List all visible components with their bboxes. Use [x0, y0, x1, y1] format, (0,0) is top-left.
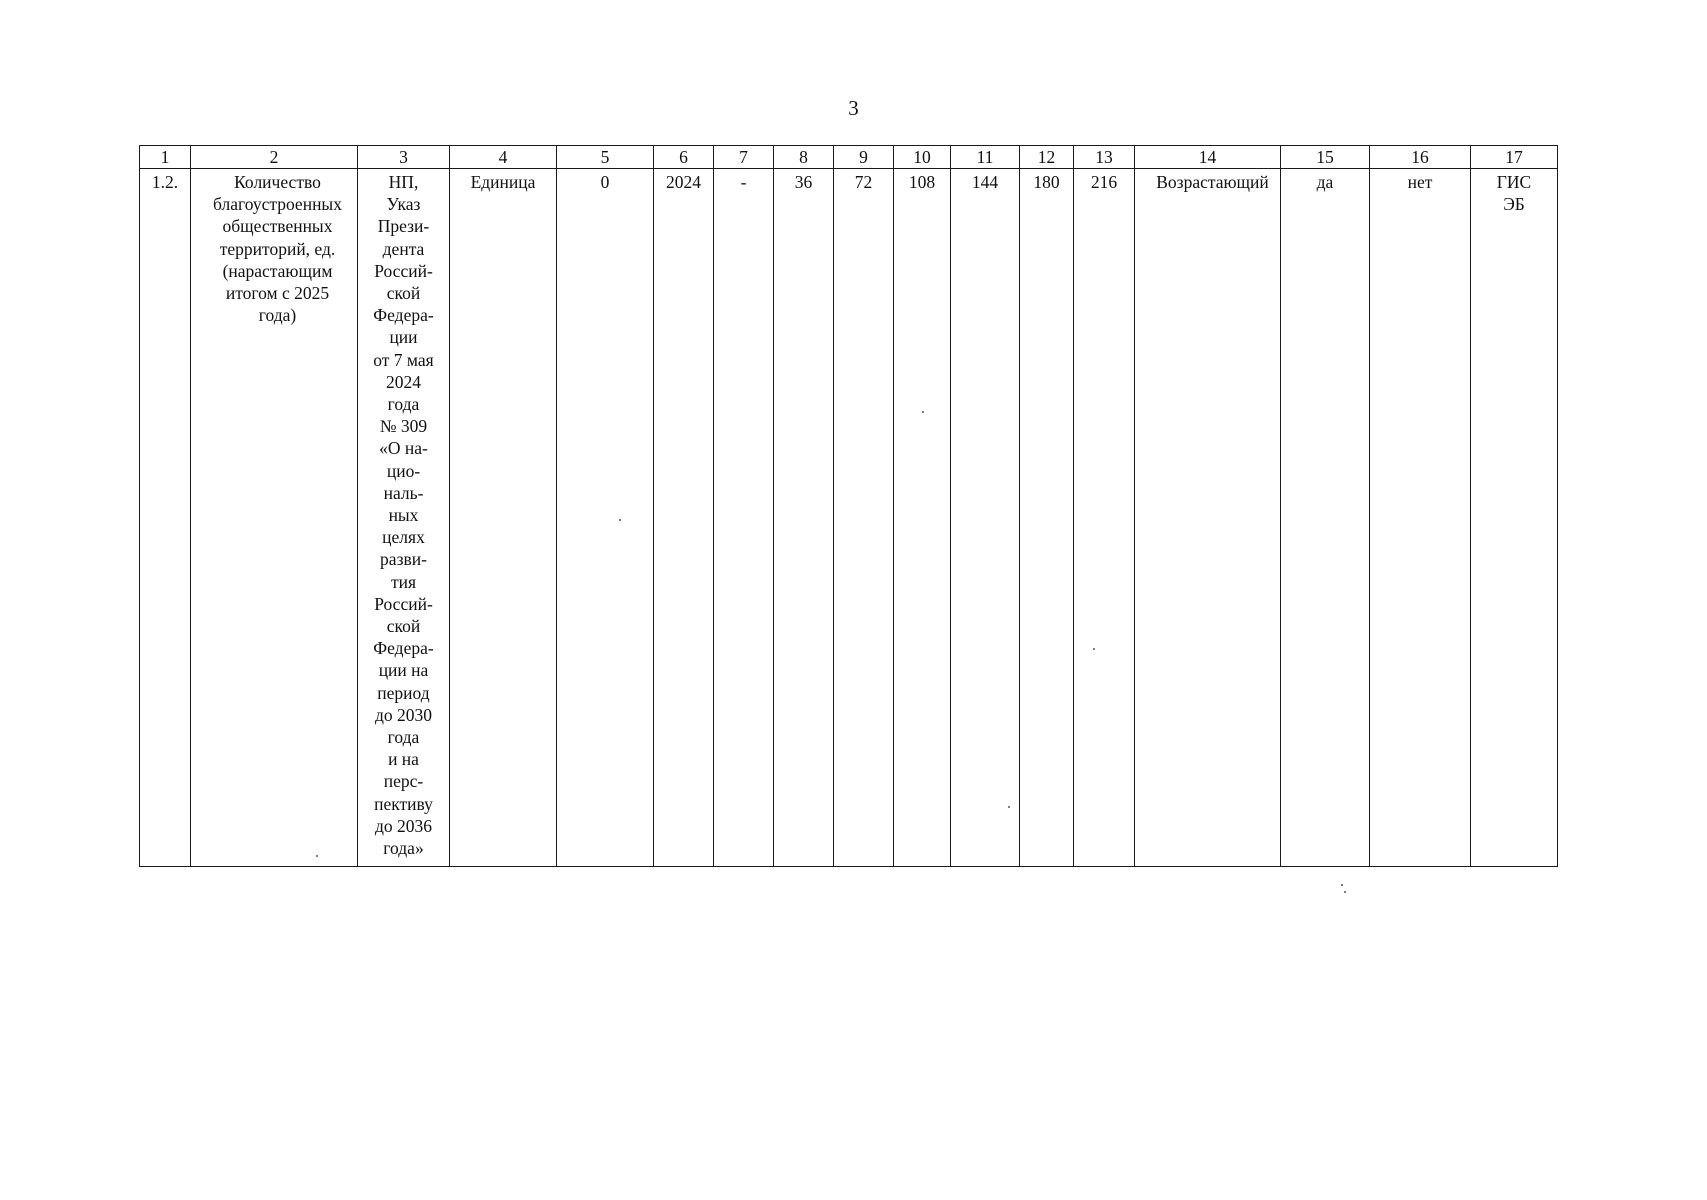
- scan-speck: [619, 519, 621, 521]
- page-number: 3: [848, 96, 859, 120]
- col16-cell: нет: [1370, 169, 1471, 867]
- header-cell: 17: [1471, 146, 1558, 169]
- indicator-table: [139, 145, 1558, 867]
- scan-speck: [1344, 891, 1346, 893]
- col7-cell: -: [714, 169, 774, 867]
- base-year-cell: 2024: [654, 169, 714, 867]
- table-row: [140, 169, 1558, 867]
- scan-speck: [1008, 806, 1010, 808]
- scan-speck: [922, 411, 924, 413]
- header-cell: 7: [714, 146, 774, 169]
- col8-cell: 36: [774, 169, 834, 867]
- header-cell: 5: [557, 146, 654, 169]
- col11-cell: 144: [951, 169, 1020, 867]
- col12-cell: 180: [1020, 169, 1074, 867]
- header-cell: 12: [1020, 146, 1074, 169]
- scan-speck: [316, 855, 318, 857]
- header-cell: 2: [191, 146, 358, 169]
- col9-cell: 72: [834, 169, 894, 867]
- header-cell: 10: [894, 146, 951, 169]
- scan-speck: [1341, 884, 1343, 886]
- source-cell: [1471, 169, 1558, 867]
- header-cell: 13: [1074, 146, 1135, 169]
- header-row: [140, 146, 1558, 169]
- header-cell: 15: [1281, 146, 1370, 169]
- header-cell: 1: [140, 146, 191, 169]
- header-cell: 8: [774, 146, 834, 169]
- row-number: 1.2.: [140, 169, 191, 867]
- indicator-basis-text: НП, Указ Прези- дента Россий- ской Федера- ции от 7 мая 2024 года № 309 «О на- цио- наль- ных целях разви- тия Россий- ской Федера- ции на период до 2030 года и на перс- пективу до 2036 года»: [373, 172, 434, 859]
- scan-speck: [1093, 648, 1095, 650]
- source-text: ГИС ЭБ: [1496, 172, 1532, 215]
- indicator-name-text: Количество благоустроенных общественных территорий, ед. (нарастающим итогом с 2025 года): [213, 172, 342, 326]
- indicator-basis: [358, 169, 450, 867]
- indicator-name: [191, 169, 358, 867]
- header-cell: 6: [654, 146, 714, 169]
- header-cell: 3: [358, 146, 450, 169]
- col10-cell: 108: [894, 169, 951, 867]
- header-cell: 16: [1370, 146, 1471, 169]
- col15-cell: да: [1281, 169, 1370, 867]
- unit-cell: Единица: [450, 169, 557, 867]
- header-cell: 4: [450, 146, 557, 169]
- header-cell: 11: [951, 146, 1020, 169]
- trend-cell: Возрастающий: [1135, 169, 1281, 867]
- header-cell: 14: [1135, 146, 1281, 169]
- base-value-cell: 0: [557, 169, 654, 867]
- col13-cell: 216: [1074, 169, 1135, 867]
- header-cell: 9: [834, 146, 894, 169]
